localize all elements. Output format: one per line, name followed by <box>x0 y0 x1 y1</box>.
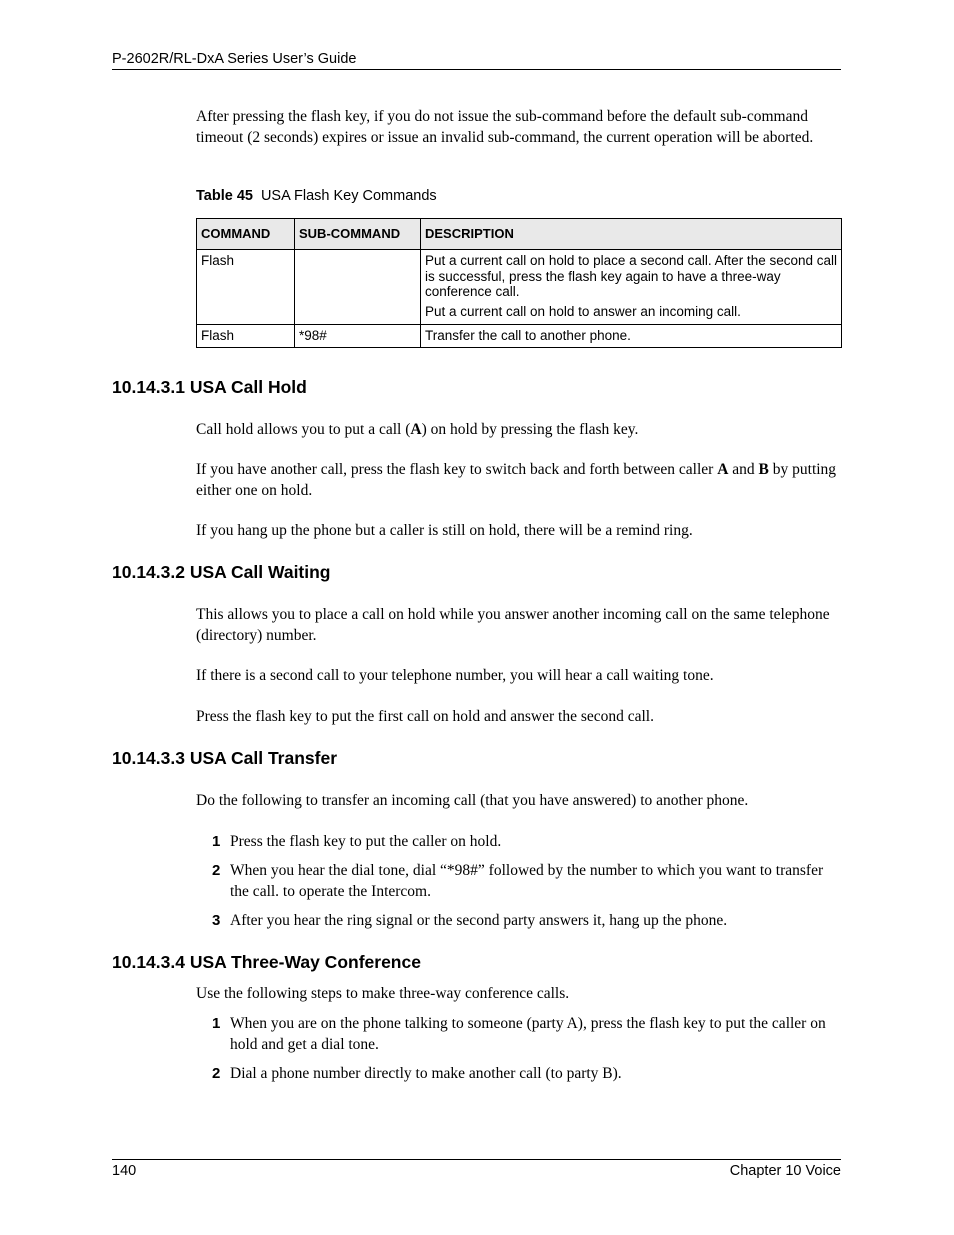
flash-key-commands-table <box>196 218 842 348</box>
column-header-description: DESCRIPTION <box>421 219 842 250</box>
description-line: Put a current call on hold to answer an incoming call. <box>425 303 741 319</box>
section-heading-three-way-conference: 10.14.3.4 USA Three-Way Conference <box>112 952 421 972</box>
step-number: 2 <box>212 1065 221 1082</box>
step-text: When you are on the phone talking to someone (party A), press the flash key to put the caller on hold and get a dial tone. <box>230 1015 826 1053</box>
call-waiting-paragraph-2: If there is a second call to your telephone number, you will hear a call waiting tone. <box>196 667 714 684</box>
step-text: Dial a phone number directly to make another call (to party B). <box>230 1065 622 1082</box>
step-text: After you hear the ring signal or the second party answers it, hang up the phone. <box>230 912 728 929</box>
call-hold-paragraph-1: Call hold allows you to put a call (A) on hold by pressing the flash key. <box>196 421 639 438</box>
step-number: 1 <box>212 833 221 850</box>
column-header-sub-command: SUB-COMMAND <box>295 219 421 250</box>
step-text: Press the flash key to put the caller on hold. <box>230 833 502 850</box>
call-waiting-paragraph-1: This allows you to place a call on hold while you answer another incoming call on the same telephone (directory) number. <box>196 606 830 644</box>
cell-command: Flash <box>197 250 295 325</box>
section-heading-call-hold: 10.14.3.1 USA Call Hold <box>112 377 307 397</box>
call-hold-paragraph-2: If you have another call, press the flash key to switch back and forth between caller A and B by putting either one on hold. <box>196 461 837 499</box>
intro-paragraph: After pressing the flash key, if you do not issue the sub-command before the default sub-command timeout (2 seconds) expires or issue an invalid sub-command, the current operation will be aborted. <box>196 108 814 146</box>
table-caption <box>196 188 437 204</box>
column-header-command: COMMAND <box>197 219 295 250</box>
cell-sub-command: *98# <box>295 325 421 348</box>
call-hold-paragraph-3: If you hang up the phone but a caller is still on hold, there will be a remind ring. <box>196 522 693 539</box>
step-number: 2 <box>212 862 221 879</box>
section-heading-call-waiting: 10.14.3.2 USA Call Waiting <box>112 562 331 582</box>
running-footer <box>112 1159 841 1179</box>
table-caption-title: USA Flash Key Commands <box>260 188 437 204</box>
table-row <box>197 325 842 348</box>
description-line: Put a current call on hold to place a second call. After the second call is successful, press the flash key again to have a three-way conference call. <box>425 253 837 299</box>
step-number: 3 <box>212 912 221 929</box>
cell-command: Flash <box>197 325 295 348</box>
chapter-title: Chapter 10 Voice <box>729 1163 841 1179</box>
step-text: When you hear the dial tone, dial “*98#” followed by the number to which you want to transfer the call. to operate the Intercom. <box>230 862 824 900</box>
description-line: Transfer the call to another phone. <box>425 328 631 343</box>
page-number: 140 <box>112 1163 137 1179</box>
call-waiting-paragraph-3: Press the flash key to put the first call on hold and answer the second call. <box>196 708 654 725</box>
table-header-row <box>197 219 842 250</box>
conference-paragraph-1: Use the following steps to make three-way conference calls. <box>196 985 570 1002</box>
section-heading-call-transfer: 10.14.3.3 USA Call Transfer <box>112 748 338 768</box>
cell-description <box>421 325 842 348</box>
cell-sub-command <box>295 250 421 325</box>
step-number: 1 <box>212 1015 221 1032</box>
table-row <box>197 250 842 325</box>
table-caption-label: Table 45 <box>196 188 253 204</box>
running-header: P-2602R/RL-DxA Series User’s Guide <box>112 51 841 70</box>
call-transfer-paragraph-1: Do the following to transfer an incoming call (that you have answered) to another phone. <box>196 792 749 809</box>
cell-description <box>421 250 842 325</box>
